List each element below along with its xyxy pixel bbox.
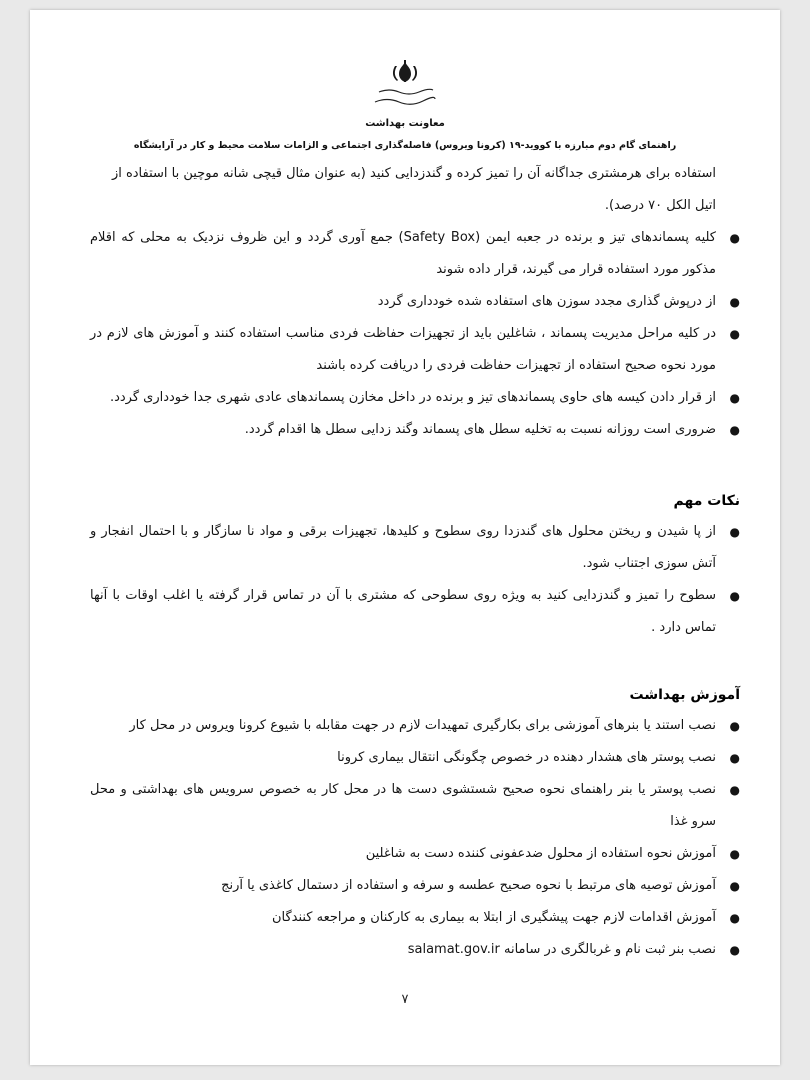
list-item: ● نصب بنر ثبت نام و غربالگری در سامانه salamat.gov.ir	[90, 934, 740, 966]
list-item: ● کلیه پسماندهای تیز و برنده در جعبه ایمن (Safety Box) جمع آوری گردد و این ظروف نزدیک به محلی که اقلام مذکور مورد استفاده قرار می گیرند، قرار داده شوند	[90, 222, 740, 286]
document-page	[30, 10, 780, 1065]
section-important-notes	[90, 486, 740, 644]
list-item: ● از قرار دادن کیسه های حاوی پسماندهای تیز و برنده در داخل مخازن پسماندهای عادی شهری جدا خودداری گردد.	[90, 382, 740, 414]
iran-emblem-icon	[365, 58, 445, 116]
bullet-dot-icon: ●	[729, 911, 740, 925]
list-item: ● سطوح را تمیز و گندزدایی کنید به ویژه روی سطوحی که مشتری با آن در تماس قرار گرفته یا اغلب اوقات با آنها تماس دارد .	[90, 580, 740, 644]
bullet-dot-icon: ●	[729, 879, 740, 893]
document-body	[90, 158, 740, 966]
bullet-list	[90, 710, 740, 966]
department-name: معاونت بهداشت	[365, 118, 445, 129]
section-heading: نکات مهم	[673, 493, 740, 509]
page-number: ۷	[401, 992, 409, 1007]
list-item: ● در کلیه مراحل مدیریت پسماند ، شاغلین باید از تجهیزات حفاظت فردی مناسب استفاده کنند و آموزش های لازم در مورد نحوه صحیح استفاده از تجهیزات حفاظت فردی را دریافت کرده باشند	[90, 318, 740, 382]
list-item: ● نصب پوستر های هشدار دهنده در خصوص چگونگی انتقال بیماری کرونا	[90, 742, 740, 774]
bullet-dot-icon: ●	[729, 295, 740, 309]
bullet-dot-icon: ●	[729, 751, 740, 765]
list-item: ● آموزش توصیه های مرتبط با نحوه صحیح عطسه و سرفه و استفاده از دستمال کاغذی یا آرنج	[90, 870, 740, 902]
bullet-dot-icon: ●	[729, 525, 740, 539]
list-item: ● از درپوش گذاری مجدد سوزن های استفاده شده خودداری گردد	[90, 286, 740, 318]
list-item: ● آموزش اقدامات لازم جهت پیشگیری از ابتلا به بیماری به کارکنان و مراجعه کنندگان	[90, 902, 740, 934]
list-item: ● ضروری است روزانه نسبت به تخلیه سطل های پسماند وگند زدایی سطل ها اقدام گردد.	[90, 414, 740, 446]
section-health-education	[90, 680, 740, 966]
guide-title: راهنمای گام دوم مبارزه با کووید-۱۹ (کرونا ویروس) فاصله‌گذاری اجتماعی و الزامات سلامت محیط و کار در آرایشگاه	[133, 140, 677, 151]
bullet-dot-icon: ●	[729, 943, 740, 957]
bullet-dot-icon: ●	[729, 783, 740, 797]
list-item: ● نصب پوستر یا بنر راهنمای نحوه صحیح شستشوی دست ها در محل کار به خصوص سرویس های بهداشتی و محل سرو غذا	[90, 774, 740, 838]
bullet-list	[90, 222, 740, 446]
intro-paragraph: استفاده برای هرمشتری جداگانه آن را تمیز کرده و گندزدایی کنید (به عنوان مثال قیچی شانه موچین با استفاده از اتیل الکل ۷۰ درصد).	[111, 166, 716, 213]
document-header	[30, 58, 780, 129]
bullet-dot-icon: ●	[729, 231, 740, 245]
bullet-list	[90, 516, 740, 644]
section-heading: آموزش بهداشت	[629, 687, 740, 703]
bullet-dot-icon: ●	[729, 391, 740, 405]
list-item: ● آموزش نحوه استفاده از محلول ضدعفونی کننده دست به شاغلین	[90, 838, 740, 870]
ministry-logo	[365, 58, 445, 116]
bullet-dot-icon: ●	[729, 423, 740, 437]
section-waste-management	[90, 158, 740, 446]
bullet-dot-icon: ●	[729, 719, 740, 733]
bullet-dot-icon: ●	[729, 327, 740, 341]
bullet-dot-icon: ●	[729, 589, 740, 603]
list-item: ● از پا شیدن و ریختن محلول های گندزدا روی سطوح و کلیدها، تجهیزات برقی و مواد نا سازگار و با احتمال انفجار و آتش سوزی اجتناب شود.	[90, 516, 740, 580]
list-item: ● نصب استند یا بنرهای آموزشی برای بکارگیری تمهیدات لازم در جهت مقابله با شیوع کرونا ویروس در محل کار	[90, 710, 740, 742]
bullet-dot-icon: ●	[729, 847, 740, 861]
